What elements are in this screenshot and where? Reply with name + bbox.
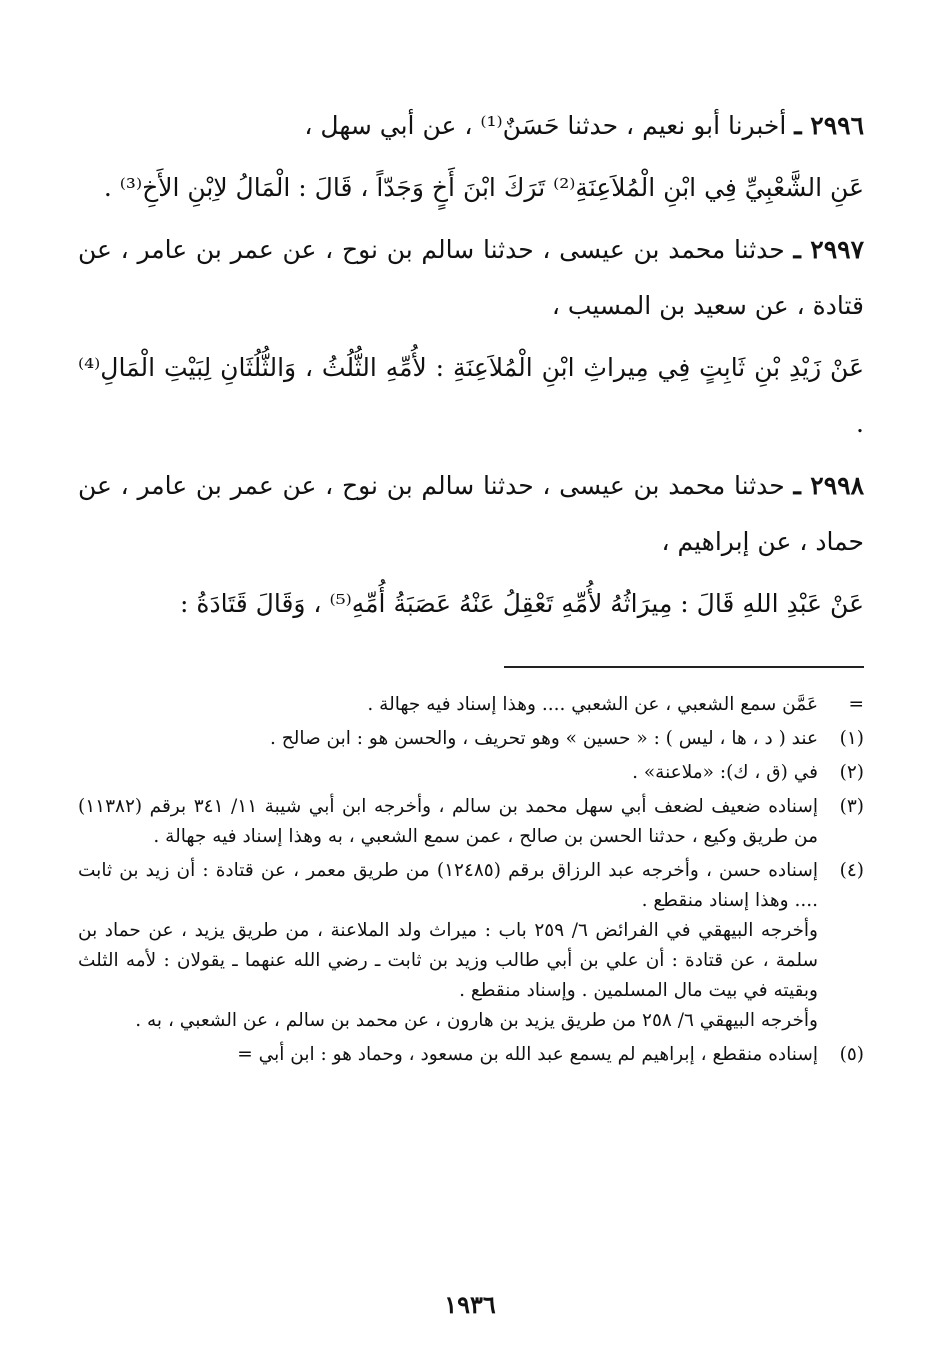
footnote-separator-wrap	[78, 638, 864, 690]
hadith-paragraph	[78, 98, 864, 154]
footnote-line: إسناده ضعيف لضعف أبي سهل محمد بن سالم ، وأخرجه ابن أبي شيبة ١١/ ٣٤١ برقم (١١٣٨٢) من طريق وكيع ، حدثنا الحسن بن صالح ، عمن سمع الشعبي ، به وهذا إسناد فيه جهالة .	[78, 796, 818, 847]
footnote-line: في (ق ، ك): «ملاعنة» .	[632, 762, 818, 783]
footnote-line: إسناده حسن ، وأخرجه عبد الرزاق برقم (١٢٤٨٥) من طريق معمر ، عن قتادة : أن زيد بن ثابت .... وهذا إسناد منقطع .	[78, 860, 818, 911]
footnote-label: =	[848, 694, 864, 715]
hadith-text: عَنِ الشَّعْبِيِّ فِي ابْنِ الْمُلاَعِنَةِ⁽²⁾ تَرَكَ ابْنَ أَخٍ وَجَدّاً ، قَالَ : الْمَالُ لاِبْنِ الأَخِ⁽³⁾ .	[103, 173, 864, 202]
footnote-label: (٤)	[839, 860, 864, 881]
hadith-text: أخبرنا أبو نعيم ، حدثنا حَسَنٌ⁽¹⁾ ، عن أبي سهل ،	[304, 111, 787, 140]
footnote-line: إسناده منقطع ، إبراهيم لم يسمع عبد الله بن مسعود ، وحماد هو : ابن أبي =	[237, 1044, 818, 1065]
footnote-text	[78, 856, 818, 1036]
footnotes	[78, 690, 864, 1070]
page-number: ١٩٣٦	[444, 1290, 496, 1319]
hadith-paragraph	[78, 576, 864, 632]
hadith-text: عَنْ زَيْدِ بْنِ ثَابِتٍ فِي مِيراثِ ابْنِ الْمُلاَعِنَةِ : لأُمِّهِ الثُّلُثُ ، وَالثُّلُثَانِ لِبَيْتِ الْمَالِ⁽⁴⁾ .	[78, 353, 864, 438]
hadith-paragraph	[78, 222, 864, 334]
hadith-number: ٢٩٩٨ ـ	[793, 471, 864, 500]
footnote-line: عند ( د ، ها ، ليس ) : « حسين » وهو تحريف ، والحسن هو : ابن صالح .	[269, 728, 818, 749]
footnote	[78, 1040, 864, 1070]
footnote-text	[78, 792, 818, 852]
page-body	[78, 98, 864, 1074]
footnote	[78, 758, 864, 788]
footnote	[78, 856, 864, 1036]
footnote-text	[78, 758, 818, 788]
footnote-line: وأخرجه البيهقي في الفرائض ٦/ ٢٥٩ باب : ميراث ولد الملاعنة ، من طريق يزيد ، عن حماد بن سلمة ، عن قتادة : أن علي بن أبي طالب وزيد بن ثابت ـ رضي الله عنهما ـ يقولان : لأمه الثلث وبقيته في بيت مال المسلمين . وإسناد منقطع .	[78, 920, 818, 1001]
hadith-paragraph	[78, 340, 864, 452]
footnote	[78, 792, 864, 852]
hadith-text: حدثنا محمد بن عيسى ، حدثنا سالم بن نوح ، عن عمر بن عامر ، عن حماد ، عن إبراهيم ،	[78, 471, 864, 556]
footnote	[78, 724, 864, 754]
hadith-number: ٢٩٩٧ ـ	[793, 235, 864, 264]
footnote-line: عَمَّن سمع الشعبي ، عن الشعبي .... وهذا إسناد فيه جهالة .	[367, 694, 818, 715]
hadith-number: ٢٩٩٦ ـ	[794, 111, 864, 140]
hadith-paragraph	[78, 160, 864, 216]
main-text	[78, 98, 864, 632]
hadith-paragraph	[78, 458, 864, 570]
footnote-line: وأخرجه البيهقي ٦/ ٢٥٨ من طريق يزيد بن هارون ، عن محمد بن سالم ، عن الشعبي ، به .	[135, 1010, 818, 1031]
footnote-text	[78, 1040, 818, 1070]
hadith-text: حدثنا محمد بن عيسى ، حدثنا سالم بن نوح ، عن عمر بن عامر ، عن قتادة ، عن سعيد بن المسيب ،	[78, 235, 864, 320]
footnote-label: (٣)	[839, 796, 864, 817]
footnote-label: (٥)	[839, 1044, 864, 1065]
footnote-text	[78, 724, 818, 754]
footnote	[78, 690, 864, 720]
footnote-text	[78, 690, 818, 720]
hadith-text: عَنْ عَبْدِ اللهِ قَالَ : مِيرَاثُهُ لأُمِّهِ تَعْقِلُ عَنْهُ عَصَبَةُ أُمِّهِ⁽⁵⁾ ، وَقَالَ قَتَادَةُ :	[180, 589, 864, 618]
footnote-label: (١)	[839, 728, 864, 749]
footnote-separator	[504, 666, 864, 668]
footnote-label: (٢)	[839, 762, 864, 783]
